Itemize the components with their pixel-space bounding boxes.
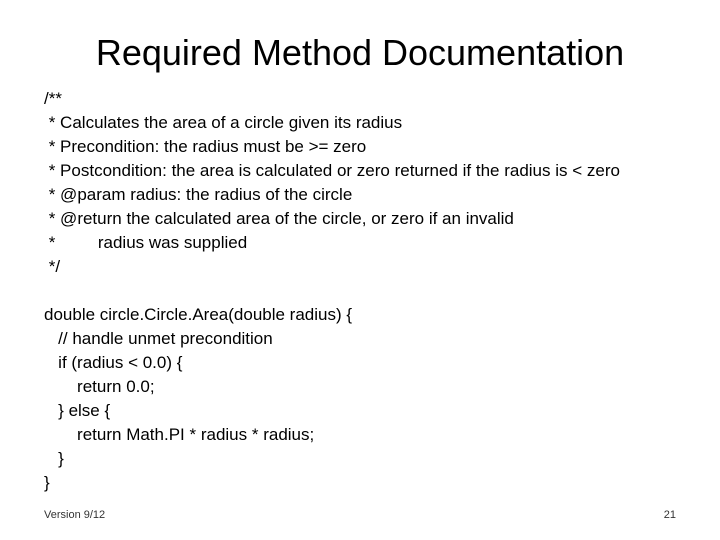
code-line: } bbox=[44, 449, 64, 468]
code-line: if (radius < 0.0) { bbox=[44, 353, 183, 372]
slide-title: Required Method Documentation bbox=[95, 32, 625, 73]
code-line: double circle.Circle.Area(double radius) { bbox=[44, 305, 353, 324]
code-block bbox=[44, 303, 704, 495]
comment-line: /** bbox=[44, 89, 62, 108]
comment-line: * @return the calculated area of the circle, or zero if an invalid bbox=[44, 209, 514, 228]
comment-line: * @param radius: the radius of the circle bbox=[44, 185, 353, 204]
code-line: return 0.0; bbox=[44, 377, 155, 396]
comment-line: * radius was supplied bbox=[44, 233, 248, 252]
code-line: } else { bbox=[44, 401, 111, 420]
comment-line: * Postcondition: the area is calculated or zero returned if the radius is < zero bbox=[44, 161, 620, 180]
comment-line: * Precondition: the radius must be >= zero bbox=[44, 137, 367, 156]
comment-line: * Calculates the area of a circle given its radius bbox=[44, 113, 403, 132]
doc-comment-block bbox=[44, 87, 704, 279]
code-line: } bbox=[44, 473, 50, 492]
footer-version: Version 9/12 bbox=[44, 509, 106, 521]
code-line: return Math.PI * radius * radius; bbox=[44, 425, 315, 444]
comment-line: */ bbox=[44, 257, 61, 276]
code-line: // handle unmet precondition bbox=[44, 329, 273, 348]
page-number: 21 bbox=[663, 509, 676, 521]
